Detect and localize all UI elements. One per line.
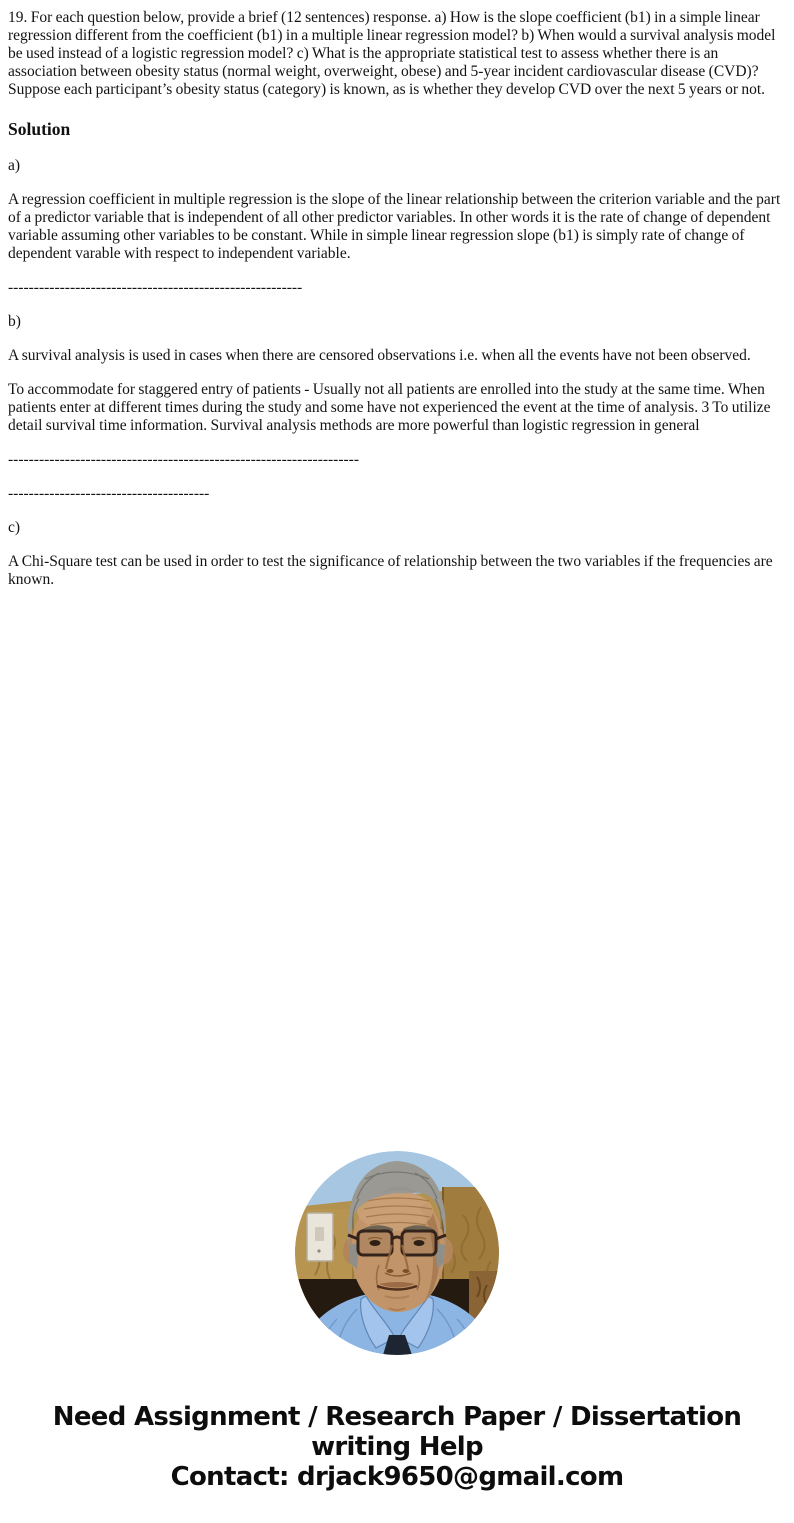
promo-footer (0, 1402, 794, 1492)
divider-dashes-2: -------------------------------------------------------------------- (8, 451, 359, 468)
document-page (0, 0, 794, 589)
part-a-label: a) (8, 157, 21, 174)
divider-dashes-3: --------------------------------------- (8, 485, 210, 502)
solution-heading: Solution (8, 119, 71, 139)
part-c-label: c) (8, 519, 21, 536)
part-b-label: b) (8, 313, 21, 330)
tutor-photo (295, 1151, 499, 1355)
part-b-answer-2: To accommodate for staggered entry of patients - Usually not all patients are enrolled into the study at the same time. When patients enter at different times during the study and some have not experienced the event at the time of analysis. 3 To utilize detail survival time information. Survival analysis methods are more powerful than logistic regression in general (8, 381, 771, 434)
portrait-illustration (295, 1151, 499, 1355)
question-paragraph: 19. For each question below, provide a brief (12 sentences) response. a) How is the slope coefficient (b1) in a simple linear regression different from the coefficient (b1) in a multiple linear regression model? b) When would a survival analysis model be used instead of a logistic regression model? c) What is the appropriate statistical test to assess whether there is an association between obesity status (normal weight, overweight, obese) and 5-year incident cardiovascular disease (CVD)? Suppose each participant’s obesity status (category) is known, as is whether they develop CVD over the next 5 years or not. (8, 9, 776, 98)
promo-line-3: Contact: drjack9650@gmail.com (170, 1462, 624, 1492)
promo-line-1: Need Assignment / Research Paper / Dissertation (52, 1402, 742, 1432)
promo-line-2: writing Help (311, 1432, 483, 1462)
part-b-answer-1: A survival analysis is used in cases when there are censored observations i.e. when all the events have not been observed. (8, 347, 751, 364)
divider-dashes-1: --------------------------------------------------------- (8, 279, 303, 296)
part-c-answer: A Chi-Square test can be used in order to test the significance of relationship between the two variables if the frequencies are known. (8, 553, 773, 588)
part-a-answer: A regression coefficient in multiple regression is the slope of the linear relationship between the criterion variable and the part of a predictor variable that is independent of all other predictor variables. In other words it is the rate of change of dependent variable assuming other variables to be constant. While in simple linear regression slope (b1) is simply rate of change of dependent varable with respect to independent variable. (8, 191, 781, 262)
